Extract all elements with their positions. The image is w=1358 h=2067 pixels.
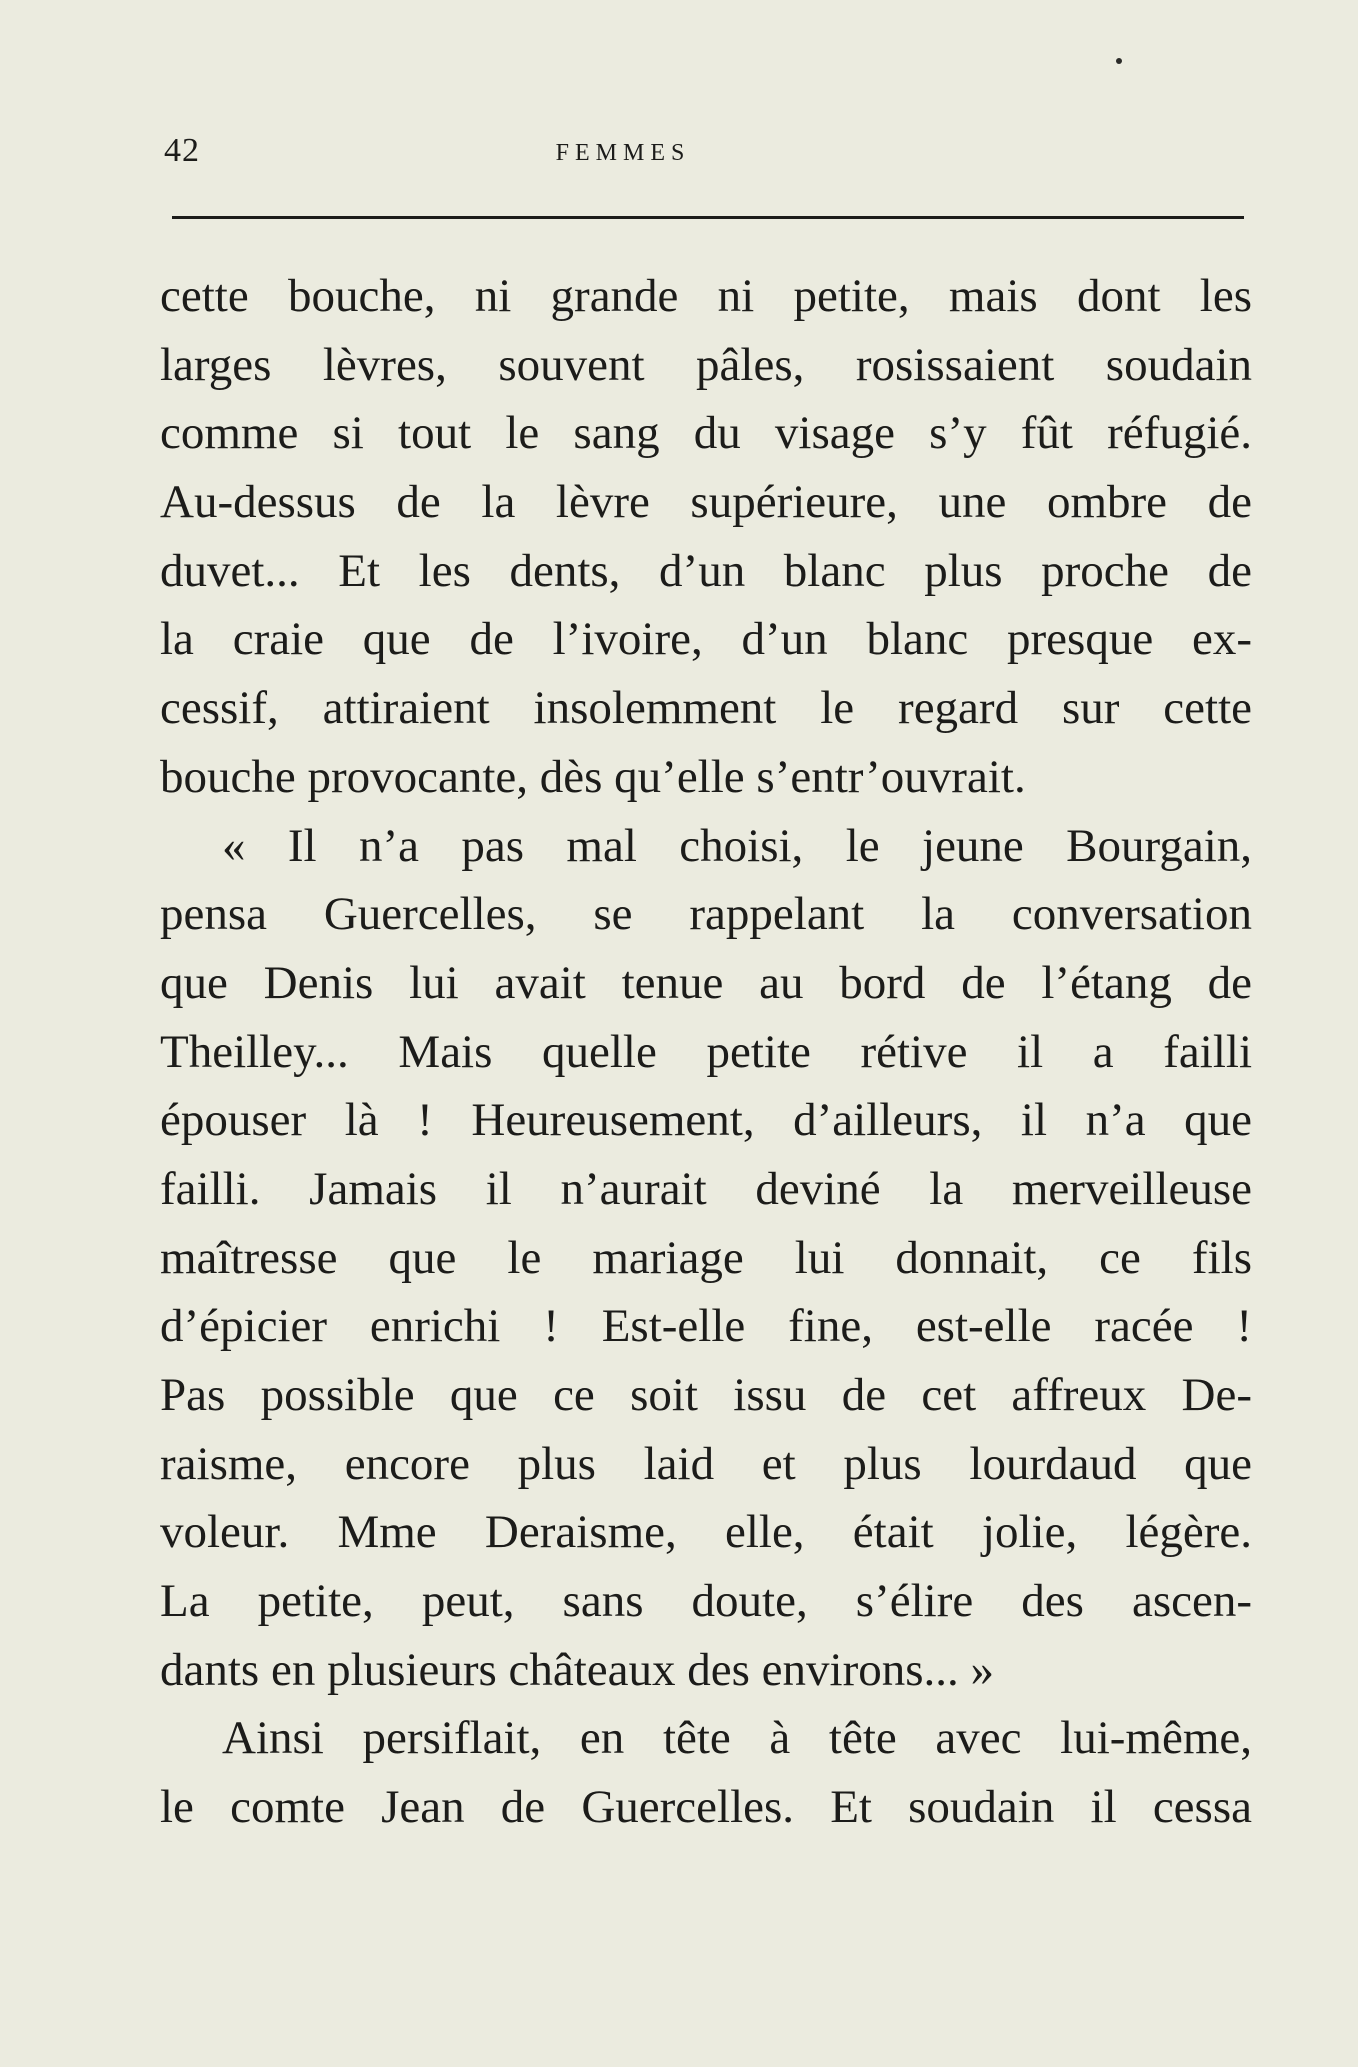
text-line: comme si tout le sang du visage s’y fût réfugié. xyxy=(160,407,1252,460)
page-number: 42 xyxy=(164,132,200,169)
text-line: la craie que de l’ivoire, d’un blanc presque ex- xyxy=(160,613,1252,666)
body-text xyxy=(160,262,1252,1842)
paragraph-start-line: Ainsi persiflait, en tête à tête avec lui-même, xyxy=(222,1712,1252,1765)
ink-speck xyxy=(1116,58,1122,64)
text-line: d’épicier enrichi ! Est-elle fine, est-elle racée ! xyxy=(160,1300,1252,1353)
text-line: Au-dessus de la lèvre supérieure, une ombre de xyxy=(160,476,1252,529)
text-line: voleur. Mme Deraisme, elle, était jolie, légère. xyxy=(160,1506,1252,1559)
running-title: FEMMES xyxy=(555,140,691,166)
text-line: bouche provocante, dès qu’elle s’entr’ouvrait. xyxy=(160,750,1026,803)
header-rule xyxy=(172,216,1244,219)
running-head xyxy=(160,132,1246,182)
text-line: dants en plusieurs châteaux des environs... » xyxy=(160,1643,995,1696)
text-line: épouser là ! Heureusement, d’ailleurs, il n’a que xyxy=(160,1094,1252,1147)
paragraph-start-line: « Il n’a pas mal choisi, le jeune Bourgain, xyxy=(222,819,1252,872)
text-line: que Denis lui avait tenue au bord de l’étang de xyxy=(160,956,1252,1009)
text-line: Theilley... Mais quelle petite rétive il a failli xyxy=(160,1025,1252,1078)
text-line: failli. Jamais il n’aurait deviné la merveilleuse xyxy=(160,1162,1252,1215)
text-line: cessif, attiraient insolemment le regard sur cette xyxy=(160,682,1252,735)
text-line: maîtresse que le mariage lui donnait, ce fils xyxy=(160,1231,1252,1284)
text-line: duvet... Et les dents, d’un blanc plus proche de xyxy=(160,544,1252,597)
text-line: Pas possible que ce soit issu de cet affreux De- xyxy=(160,1369,1252,1421)
text-line: le comte Jean de Guercelles. Et soudain il cessa xyxy=(160,1781,1252,1834)
text-line: raisme, encore plus laid et plus lourdaud que xyxy=(160,1437,1252,1490)
text-line: larges lèvres, souvent pâles, rosissaient soudain xyxy=(160,338,1252,391)
text-line: cette bouche, ni grande ni petite, mais dont les xyxy=(160,270,1252,322)
text-line: La petite, peut, sans doute, s’élire des ascen- xyxy=(160,1575,1252,1628)
text-line: pensa Guercelles, se rappelant la conversation xyxy=(160,888,1252,941)
